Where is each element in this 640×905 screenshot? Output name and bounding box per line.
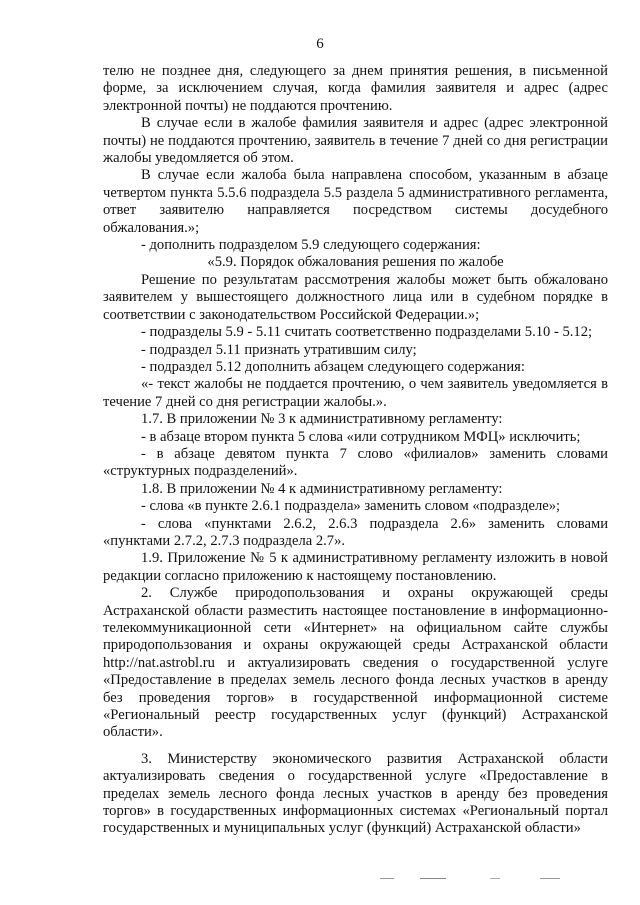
paragraph-9: - подраздел 5.12 дополнить абзацем следующего содержания: [141,358,525,375]
document-body [103,63,608,838]
paragraph-16: - слова «пунктами 2.6.2, 2.6.3 подраздела 2.6» заменить словами «пунктами 2.7.2, 2.7.3 подраздела 2.7». [103,515,608,549]
paragraph-4: - дополнить подразделом 5.9 следующего содержания: [141,237,481,254]
paragraph-1: телю не позднее дня, следующего за днем принятия решения, в письменной форме, за исключением случая, когда фамилия заявителя и адрес (адрес электронной почты) не поддаются прочтению. [103,63,608,114]
paragraph-6: Решение по результатам рассмотрения жалобы может быть обжаловано заявителем у вышестоящего должностного лица или в судебном порядке в соответствии с законодательством Российской Федерации.»; [103,271,608,323]
paragraph-12: - в абзаце втором пункта 5 слова «или сотрудником МФЦ» исключить; [141,428,581,445]
paragraph-15: - слова «в пункте 2.6.1 подраздела» заменить словом «подразделе»; [141,498,561,515]
paragraph-11: 1.7. В приложении № 3 к административному регламенту: [141,411,503,428]
paragraph-14: 1.8. В приложении № 4 к административному регламенту: [141,480,503,497]
subsection-heading-5-9: «5.9. Порядок обжалования решения по жалобе [207,254,504,271]
paragraph-7: - подразделы 5.9 - 5.11 считать соответственно подразделами 5.10 - 5.12; [141,324,593,341]
scan-specks [380,876,580,882]
paragraph-10: «- текст жалобы не поддается прочтению, о чем заявитель уведомляется в течение 7 дней со дня регистрации жалобы.». [103,376,608,410]
paragraph-3: В случае если жалоба была направлена способом, указанным в абзаце четвертом пункта 5.5.6 подраздела 5.5 раздела 5 административного регламента, ответ заявителю направляется посредством системы досудебного обжалования.»; [103,167,608,236]
paragraph-18: 2. Службе природопользования и охраны окружающей среды Астраханской области разместить настоящее постановление в информационно-телекоммуникационной сети «Интернет» на официальном сайте службы природопользования и охраны окружающей среды Астраханской области http://nat.astrobl.ru и актуализировать сведения о государственной услуге «Предоставление в пределах земель лесного фонда лесных участков в аренду без проведения торгов» в государственной информационной системе «Региональный реестр государственных услуг (функций) Астраханской области». [103,585,608,741]
paragraph-13: - в абзаце девятом пункта 7 слово «филиалов» заменить словами «структурных подразделений». [103,445,608,480]
paragraph-17: 1.9. Приложение № 5 к административному регламенту изложить в новой редакции согласно приложению к настоящему постановлению. [103,550,608,584]
paragraph-19: 3. Министерству экономического развития Астраханской области актуализировать сведения о государственной услуге «Предоставление в пределах земель лесного фонда лесных участков в аренду без проведения торгов» в государственных информационных системах «Региональный портал государственных и муниципальных услуг (функций) Астраханской области» [103,750,608,837]
page-number: 6 [316,36,324,52]
paragraph-2: В случае если в жалобе фамилия заявителя и адрес (адрес электронной почты) не поддаются прочтению, заявитель в течение 7 дней со дня регистрации жалобы уведомляется об этом. [103,115,608,167]
paragraph-8: - подраздел 5.11 признать утратившим силу; [141,341,417,358]
